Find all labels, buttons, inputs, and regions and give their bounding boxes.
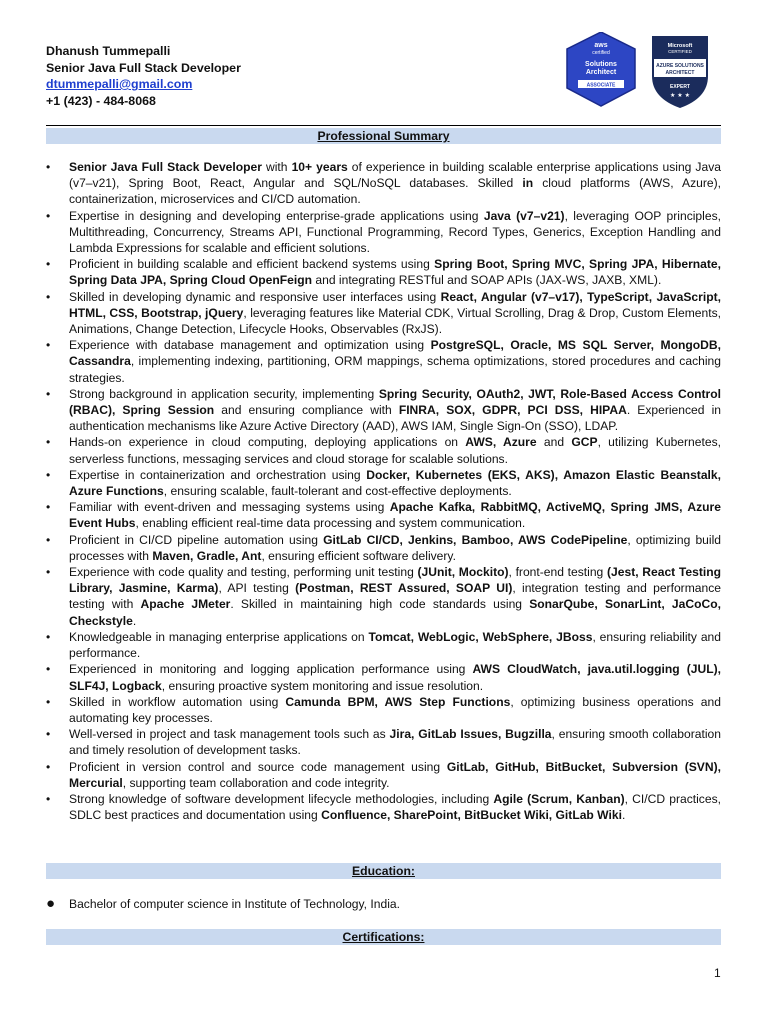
summary-text: Proficient in CI/CD pipeline automation using: [69, 532, 324, 547]
aws-badge-line5: ASSOCIATE: [586, 82, 616, 89]
summary-bullet: [46, 661, 721, 693]
summary-text: , front-end testing: [508, 565, 607, 580]
azure-badge-line4: ARCHITECT: [665, 70, 695, 76]
summary-bold-text: GCP: [571, 435, 598, 450]
aws-badge-line2: certified: [592, 50, 610, 56]
azure-badge-line2: CERTIFIED: [668, 49, 692, 54]
phone-number: +1 (423) - 484-8068: [46, 93, 156, 108]
azure-badge-line5: EXPERT: [669, 84, 691, 90]
summary-text: of experience in building scalable enterprise applications using Java (v7–v21), Spring Boot, React, Angular and SQL/NoSQL databases. Skilled: [69, 160, 721, 191]
summary-text: .: [132, 613, 137, 628]
aws-badge-line1: aws: [594, 42, 608, 49]
summary-text: Knowledgeable in managing enterprise applications on: [69, 629, 369, 644]
section-heading-summary: Professional Summary: [46, 128, 721, 144]
summary-text: , ensuring proactive system monitoring and issue resolution.: [161, 678, 484, 693]
summary-bold-text: Camunda BPM, AWS Step Functions: [285, 694, 511, 709]
summary-bullet: [46, 759, 721, 791]
summary-bold-text: FINRA, SOX, GDPR, PCI DSS, HIPAA: [398, 403, 627, 418]
page-number: 1: [714, 966, 721, 980]
summary-text: Strong background in application security, implementing: [69, 386, 379, 401]
summary-bold-text: SonarQube, SonarLint, JaCoCo, Checkstyle: [69, 597, 721, 628]
candidate-name: Dhanush Tummepalli: [46, 44, 171, 58]
summary-bold-text: GitLab, GitHub, BitBucket, Subversion (SVN), Mercurial: [69, 759, 721, 790]
resume-header: [46, 43, 241, 109]
summary-text: , CI/CD practices, SDLC best practices and documentation using: [69, 791, 721, 823]
summary-bullet: [46, 499, 721, 531]
section-heading-education: Education:: [46, 863, 721, 879]
summary-text: . Skilled in maintaining high code standards using: [230, 597, 530, 612]
summary-text: , enabling efficient real-time data processing and system communication.: [135, 516, 526, 531]
summary-bullet: [46, 256, 721, 288]
aws-badge-line4: Architect: [585, 69, 617, 76]
summary-text: and ensuring compliance with: [214, 403, 399, 418]
summary-text: , ensuring scalable, fault-tolerant and cost-effective deployments.: [163, 484, 512, 499]
summary-bullet: [46, 208, 721, 257]
summary-text: , optimizing build processes with: [69, 532, 721, 563]
candidate-title: Senior Java Full Stack Developer: [46, 60, 241, 75]
summary-bold-text: Apache Kafka, RabbitMQ, ActiveMQ, Spring JMS, Azure Event Hubs: [69, 500, 721, 531]
summary-bold-text: Confluence, SharePoint, BitBucket Wiki, GitLab Wiki: [321, 808, 622, 823]
professional-summary-list: [46, 159, 721, 823]
summary-text: , leveraging features like Material CDK, Virtual Scrolling, Drag & Drop, Custom Elements, Animations, Change Detection, Lifecycle Hooks, Observables (RxJS).: [69, 305, 721, 337]
summary-bold-text: Java (v7–v21): [483, 208, 565, 223]
summary-text: Skilled in developing dynamic and responsive user interfaces using: [69, 289, 441, 304]
summary-text: , ensuring reliability and performance.: [69, 629, 721, 661]
summary-text: Well-versed in project and task management tools such as: [69, 727, 390, 742]
aws-solutions-architect-badge-icon: [567, 32, 635, 106]
summary-text: with: [261, 160, 292, 174]
summary-bold-text: Jira, GitLab Issues, Bugzilla: [389, 727, 552, 742]
summary-bullet: [46, 159, 721, 208]
summary-bullet: [46, 726, 721, 758]
summary-bold-text: Tomcat, WebLogic, WebSphere, JBoss: [368, 629, 593, 644]
summary-text: Expertise in containerization and orchestration using: [69, 467, 367, 482]
summary-bullet: [46, 289, 721, 338]
summary-text: , integration testing and performance testing with: [69, 581, 721, 612]
summary-bullet: [46, 791, 721, 823]
summary-text: Proficient in version control and source code management using: [69, 759, 447, 774]
summary-bullet: [46, 629, 721, 661]
summary-bold-text: Docker, Kubernetes (EKS, AKS), Amazon Elastic Beanstalk, Azure Functions: [69, 467, 721, 499]
summary-text: .: [621, 808, 626, 823]
summary-bullet: [46, 386, 721, 435]
certification-badges: [566, 32, 718, 110]
summary-bold-text: (Jest, React Testing Library, Jasmine, Karma): [69, 565, 721, 596]
summary-bold-text: Spring Security, OAuth2, JWT, Role-Based Access Control (RBAC), Spring Session: [69, 386, 721, 418]
summary-bold-text: React, Angular (v7–v17), TypeScript, JavaScript, HTML, CSS, Bootstrap, jQuery: [69, 289, 721, 320]
summary-bold-text: PostgreSQL, Oracle, MS SQL Server, MongoDB, Cassandra: [69, 338, 721, 369]
summary-text: . Experienced in authentication mechanisms like Azure Active Directory (AAD), AWS IAM, Single Sign-On (SSO), LDAP.: [69, 403, 721, 434]
email-link[interactable]: dtummepalli@gmail.com: [46, 77, 193, 91]
summary-bullet: [46, 564, 721, 629]
azure-solutions-architect-badge-icon: [652, 36, 708, 108]
summary-text: cloud platforms (AWS, Azure), containerization, microservices and CI/CD automation.: [69, 176, 722, 207]
education-degree: Bachelor of computer science in Institute of Technology, India.: [69, 897, 400, 911]
bullet-icon: ●: [46, 895, 56, 912]
summary-bold-text: in: [522, 176, 534, 191]
summary-text: , ensuring smooth collaboration and timely resolution of development tasks.: [69, 727, 721, 758]
azure-badge-line1: Microsoft: [667, 43, 693, 49]
summary-text: , utilizing Kubernetes, serverless functions, messaging services and cloud storage for scalable solutions.: [69, 435, 721, 466]
summary-text: Experience with code quality and testing, performing unit testing: [69, 565, 418, 580]
summary-text: Skilled in workflow automation using: [69, 694, 286, 709]
summary-text: , optimizing business operations and automating key processes.: [69, 694, 721, 725]
summary-bold-text: AWS, Azure: [465, 435, 537, 450]
summary-bold-text: AWS CloudWatch, java.util.logging (JUL), SLF4J, Logback: [69, 662, 722, 693]
summary-bullet: [46, 434, 721, 466]
summary-text: Hands-on experience in cloud computing, deploying applications on: [69, 435, 466, 450]
summary-text: and: [536, 435, 572, 450]
summary-text: , API testing: [218, 581, 296, 596]
header-divider: [46, 125, 721, 126]
summary-bullet: [46, 532, 721, 564]
summary-text: , ensuring efficient software delivery.: [261, 548, 456, 563]
summary-text: , supporting team collaboration and code integrity.: [122, 775, 390, 790]
summary-bold-text: Spring Boot, Spring MVC, Spring JPA, Hibernate, Spring Data JPA, Spring Cloud OpenFeign: [69, 257, 722, 288]
summary-bold-text: Senior Java Full Stack Developer: [69, 160, 262, 174]
summary-text: and integrating RESTful and SOAP APIs (JAX-WS, JAXB, XML).: [312, 273, 662, 288]
summary-text: Expertise in designing and developing enterprise-grade applications using: [69, 208, 484, 223]
summary-text: , leveraging OOP principles, Multithreading, Concurrency, Streams API, Functional Programming, Record Types, Generics, Exception Handling and Lambda Expressions for scalable and efficient solutions.: [69, 208, 721, 256]
summary-text: Experience with database management and optimization using: [69, 338, 431, 353]
summary-bold-text: (JUnit, Mockito): [417, 565, 509, 580]
summary-bold-text: (Postman, REST Assured, SOAP UI): [295, 581, 513, 596]
summary-bold-text: Agile (Scrum, Kanban): [493, 791, 625, 806]
summary-bold-text: GitLab CI/CD, Jenkins, Bamboo, AWS CodePipeline: [323, 532, 628, 547]
summary-bullet: [46, 694, 721, 726]
summary-bullet: [46, 467, 721, 499]
azure-badge-stars-icon: ★ ★ ★: [670, 92, 690, 99]
summary-bold-text: 10+ years: [291, 160, 348, 174]
summary-bold-text: Apache JMeter: [140, 597, 231, 612]
summary-text: Experienced in monitoring and logging application performance using: [69, 662, 473, 677]
summary-text: , implementing indexing, partitioning, ORM mappings, schema optimizations, stored procedures and caching strategies.: [69, 354, 721, 385]
summary-bold-text: Maven, Gradle, Ant: [152, 548, 262, 563]
summary-text: Strong knowledge of software development lifecycle methodologies, including: [69, 791, 494, 806]
summary-text: Familiar with event-driven and messaging systems using: [69, 500, 390, 515]
section-heading-certifications: Certifications:: [46, 929, 721, 945]
azure-badge-line3: AZURE SOLUTIONS: [656, 63, 704, 69]
summary-bullet: [46, 337, 721, 386]
aws-badge-line3: Solutions: [585, 61, 617, 68]
summary-text: Proficient in building scalable and efficient backend systems using: [69, 257, 435, 272]
